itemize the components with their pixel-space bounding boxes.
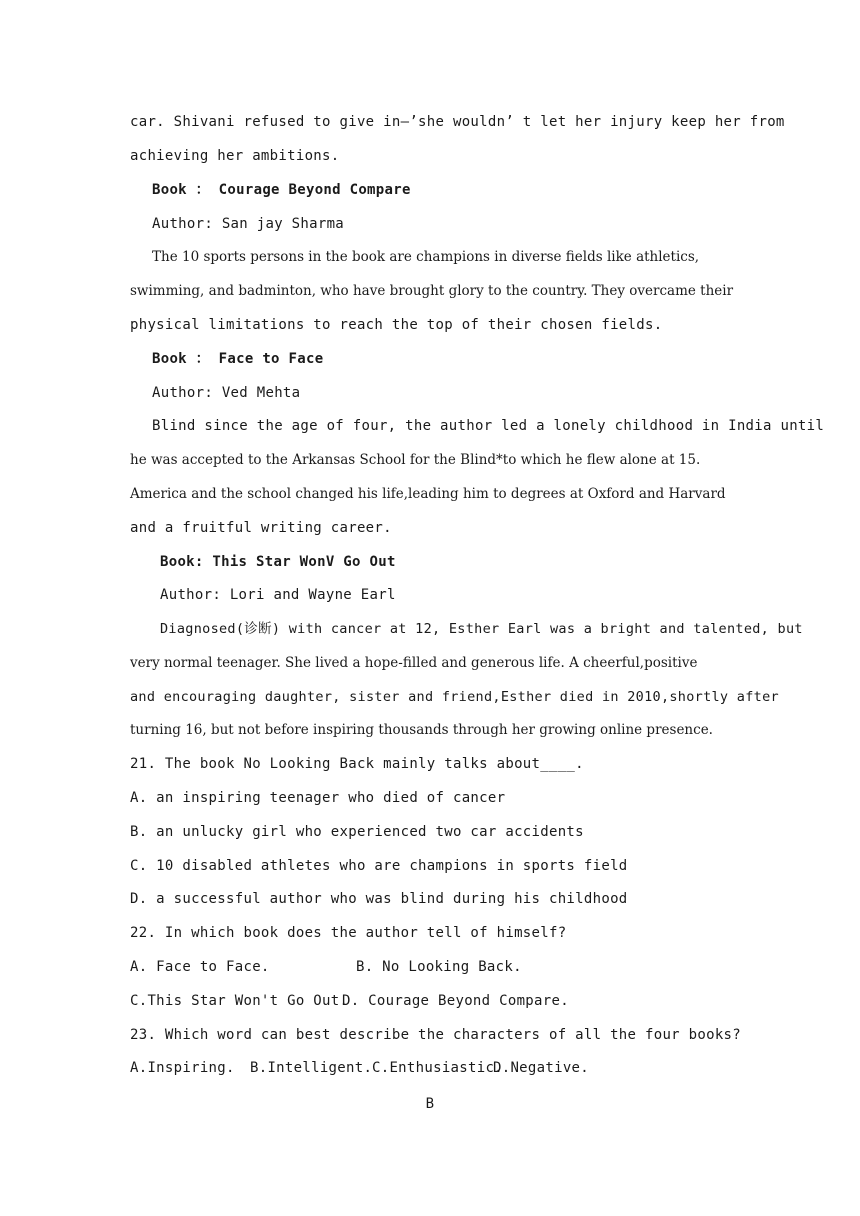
- answer-option: A. Face to Face.: [130, 959, 270, 975]
- passage-line: Blind since the age of four, the author led a lonely childhood in India until: [152, 418, 825, 434]
- passage-line: The 10 sports persons in the book are champions in diverse fields like athletics,: [152, 249, 700, 265]
- question-stem: 23. Which word can best describe the characters of all the four books?: [130, 1027, 742, 1043]
- question-stem: 22. In which book does the author tell of himself?: [130, 925, 567, 941]
- passage-line: and a fruitful writing career.: [130, 520, 392, 536]
- book-author: Author: San jay Sharma: [152, 216, 345, 232]
- answer-option: B. an unlucky girl who experienced two car accidents: [130, 824, 584, 840]
- passage-line: physical limitations to reach the top of their chosen fields.: [130, 317, 663, 333]
- answer-option: C. 10 disabled athletes who are champions in sports field: [130, 858, 628, 874]
- passage-line: Diagnosed(诊断) with cancer at 12, Esther Earl was a bright and talented, but: [160, 621, 803, 637]
- passage-line: America and the school changed his life,leading him to degrees at Oxford and Harvard: [130, 486, 726, 502]
- book-author: Author: Ved Mehta: [152, 385, 301, 401]
- book-title: Book ： Courage Beyond Compare: [152, 182, 411, 198]
- answer-options-row: [130, 1059, 730, 1077]
- answer-option: C.This Star Won't Go Out.: [130, 993, 349, 1009]
- answer-option: B.Intelligent.: [250, 1060, 373, 1076]
- answer-option: B. No Looking Back.: [356, 959, 522, 975]
- book-title: Book ： Face to Face: [152, 351, 324, 367]
- answer-options-row: [130, 992, 730, 1010]
- passage-line: turning 16, but not before inspiring thousands through her growing online presence.: [130, 722, 713, 738]
- answer-option: D. Courage Beyond Compare.: [342, 993, 569, 1009]
- section-label: B: [425, 1096, 435, 1112]
- passage-line: swimming, and badminton, who have brought glory to the country. They overcame their: [130, 283, 734, 299]
- answer-option: D. a successful author who was blind during his childhood: [130, 891, 628, 907]
- passage-line: achieving her ambitions.: [130, 148, 340, 164]
- book-author: Author: Lori and Wayne Earl: [160, 587, 396, 603]
- passage-line: car. Shivani refused to give in—’she wouldn’ t let her injury keep her from: [130, 114, 785, 130]
- book-title: Book: This Star WonV Go Out: [160, 554, 396, 570]
- answer-options-row: [130, 958, 730, 976]
- answer-option: C.Enthusiastic.: [372, 1060, 503, 1076]
- answer-option: D.Negative.: [493, 1060, 590, 1076]
- answer-option: A. an inspiring teenager who died of cancer: [130, 790, 506, 806]
- passage-line: very normal teenager. She lived a hope-filled and generous life. A cheerful,positive: [130, 655, 698, 671]
- question-stem: 21. The book No Looking Back mainly talks about____.: [130, 756, 584, 772]
- passage-line: he was accepted to the Arkansas School for the Blind*to which he flew alone at 15.: [130, 452, 701, 468]
- answer-option: A.Inspiring.: [130, 1060, 235, 1076]
- passage-line: and encouraging daughter, sister and friend,Esther died in 2010,shortly after: [130, 689, 779, 705]
